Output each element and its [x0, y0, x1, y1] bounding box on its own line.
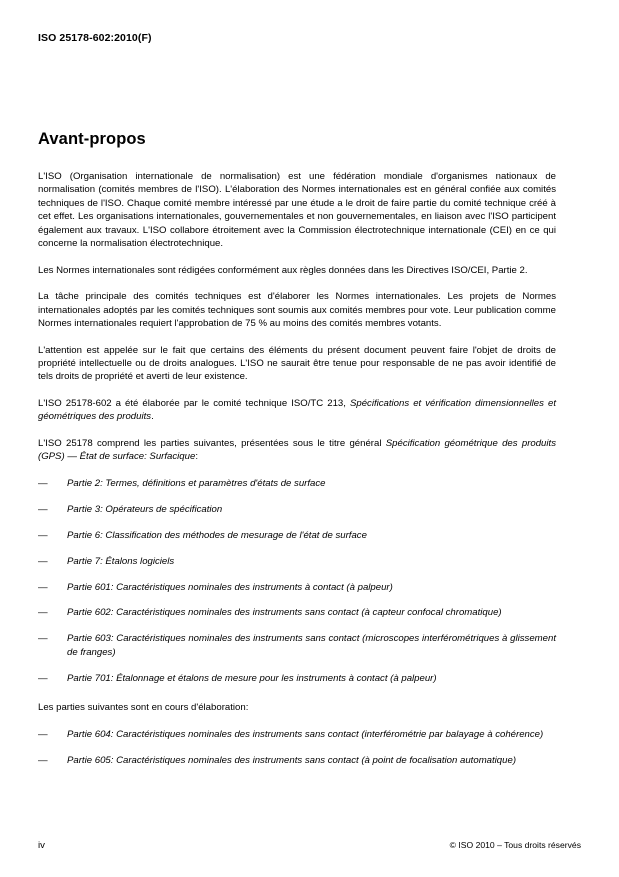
part-label: Partie 604: Caractéristiques nominales des instruments sans contact (interférométrie par balayage à cohérence) — [67, 728, 544, 740]
em-dash-bullet-icon: — — [38, 581, 48, 593]
copyright-notice: © ISO 2010 – Tous droits réservés — [449, 840, 581, 850]
part-label: Partie 6: Classification des méthodes de mesurage de l'état de surface — [67, 529, 367, 541]
part-label: Partie 601: Caractéristiques nominales des instruments à contact (à palpeur) — [67, 581, 393, 593]
page-footer — [38, 840, 581, 854]
page-number: iv — [38, 840, 45, 851]
running-header: ISO 25178-602:2010(F) — [38, 32, 152, 44]
committee-name: Spécifications et vérification dimensionnelles et géométriques des produits — [38, 397, 556, 423]
page-title: Avant-propos — [38, 130, 146, 148]
foreword-paragraph-1: L'ISO (Organisation internationale de normalisation) est une fédération mondiale d'organismes nationaux de normalisation (comités membres de l'ISO). L'élaboration des Normes internationales est en général confiée aux comités techniques de l'ISO. Chaque comité membre intéressé par une étude a le droit de faire partie du comité technique créé à cet effet. Les organisations internationales, gouvernementales et non gouvernementales, en liaison avec l'ISO participent également aux travaux. L'ISO collabore étroitement avec la Commission électrotechnique internationale (CEI) en ce qui concerne la normalisation électrotechnique. — [38, 171, 556, 250]
part-label: Partie 603: Caractéristiques nominales des instruments sans contact (microscopes interférométriques à glissement de franges) — [67, 633, 556, 658]
em-dash-bullet-icon: — — [38, 728, 48, 740]
committee-paragraph-lead: L'ISO 25178-602 a été élaborée par le comité technique ISO/TC 213, — [38, 397, 350, 409]
foreword-paragraph-3: La tâche principale des comités techniques est d'élaborer les Normes internationales. Les projets de Normes internationales adoptés par les comités techniques sont soumis aux comités membres pour vote. Leur publication comme Normes internationales requiert l'approbation de 75 % au moins des comités membres votants. — [38, 291, 556, 330]
foreword-paragraph-4: L'attention est appelée sur le fait que certains des éléments du présent document peuvent faire l'objet de droits de propriété intellectuelle ou de droits analogues. L'ISO ne saurait être tenue pour responsable de ne pas avoir identifié de tels droits de propriété et averti de leur existence. — [38, 344, 556, 383]
part-label: Partie 701: Étalonnage et étalons de mesure pour les instruments à contact (à palpeur) — [67, 672, 437, 684]
part-label: Partie 7: Étalons logiciels — [67, 555, 175, 567]
parts-intro-trail: : — [195, 451, 198, 463]
em-dash-bullet-icon: — — [38, 754, 48, 766]
em-dash-bullet-icon: — — [38, 555, 48, 567]
upcoming-parts-block — [38, 728, 556, 767]
list-item — [38, 728, 556, 741]
em-dash-bullet-icon: — — [38, 529, 48, 541]
part-label: Partie 3: Opérateurs de spécification — [67, 503, 223, 515]
foreword-paragraph-2: Les Normes internationales sont rédigées conformément aux règles données dans les Directives ISO/CEI, Partie 2. — [38, 264, 528, 276]
parts-general-title: Spécification géométrique des produits (GPS) — État de surface: Surfacique — [38, 437, 556, 463]
part-label: Partie 602: Caractéristiques nominales des instruments sans contact (à capteur confocal chromatique) — [67, 607, 502, 619]
list-item — [38, 555, 556, 568]
committee-paragraph — [38, 397, 556, 424]
list-item — [38, 581, 556, 594]
part-label: Partie 2: Termes, définitions et paramètres d'états de surface — [67, 477, 326, 489]
list-item — [38, 477, 556, 490]
em-dash-bullet-icon: — — [38, 607, 48, 619]
committee-paragraph-trail: . — [151, 411, 154, 423]
em-dash-bullet-icon: — — [38, 503, 48, 515]
em-dash-bullet-icon: — — [38, 672, 48, 684]
published-parts-block — [38, 477, 556, 686]
published-parts-list — [38, 477, 556, 686]
list-item — [38, 606, 556, 619]
part-label: Partie 605: Caractéristiques nominales des instruments sans contact (à point de focalisation automatique) — [67, 754, 517, 766]
page-content — [38, 130, 556, 780]
upcoming-parts-intro: Les parties suivantes sont en cours d'élaboration: — [38, 702, 249, 714]
upcoming-parts-list — [38, 728, 556, 767]
parts-intro-paragraph — [38, 437, 556, 464]
list-item — [38, 503, 556, 516]
list-item — [38, 632, 556, 659]
em-dash-bullet-icon: — — [38, 477, 48, 489]
list-item — [38, 672, 556, 685]
list-item — [38, 754, 556, 767]
em-dash-bullet-icon: — — [38, 633, 48, 645]
list-item — [38, 529, 556, 542]
parts-intro-lead: L'ISO 25178 comprend les parties suivantes, présentées sous le titre général — [38, 437, 386, 449]
